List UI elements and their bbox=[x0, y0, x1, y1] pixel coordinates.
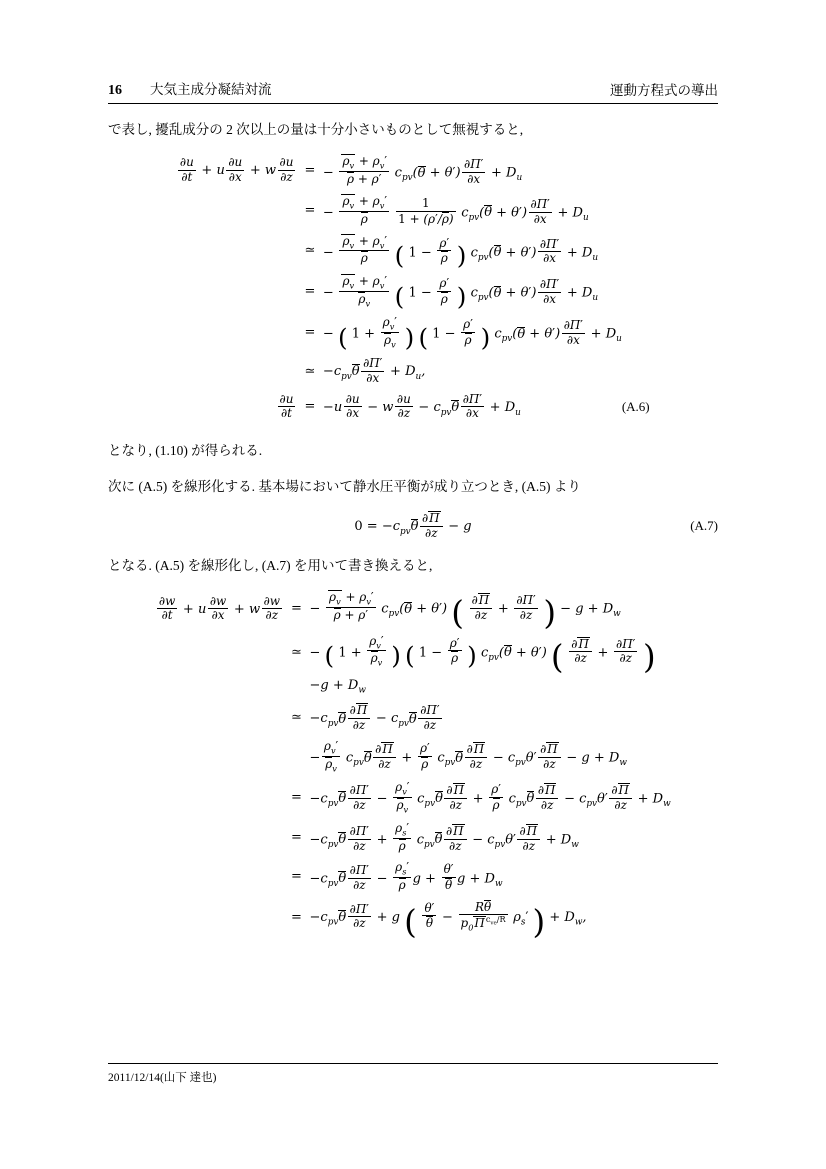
footer-date-author: 2011/12/14(山下 達也) bbox=[108, 1072, 217, 1084]
equation-w-alignment bbox=[155, 586, 670, 939]
page-content bbox=[108, 78, 718, 939]
equation-a6-alignment bbox=[176, 150, 649, 425]
equation-row: $\frac{\partial u}{\partial t}$ = −u $\frac{\partial u}{\partial x}$ − w $\frac{\partial u}{\partial z}$ − $c_{pv}\theta$ $\frac{\partial\Pi'}{\partial x}$ + $D_u$ (A.6) bbox=[176, 389, 649, 425]
equation-row: $-g + D_w$ bbox=[309, 677, 366, 696]
paragraph-4: となる. (A.5) を線形化し, (A.7) を用いて書き換えると, bbox=[108, 558, 433, 574]
equation-w-block bbox=[108, 586, 718, 939]
equation-row: ≃ − $\frac{\rho_v + \rho_v'}{\rho}$ ( 1 − $\frac{\rho'}{\rho}$ ) $c_{pv}(\theta + \theta')$ $\frac{\partial\Pi'}{\partial x}$ + $D_u$ bbox=[304, 233, 599, 271]
equation-row: $\frac{\partial u}{\partial t}$ + u $\frac{\partial u}{\partial x}$ + w $\frac{\partial u}{\partial z}$ = − $\frac{\rho_v + \rho_v'}{\rho + \rho'}$ $c_{pv}(\theta + \theta')$ $\frac{\partial\Pi'}{\partial x}$ + $D_u$ bbox=[179, 154, 523, 186]
equation-row: = − ( 1 + $\frac{\rho_v'}{\rho_v}$ ) ( 1 − $\frac{\rho'}{\rho}$ ) $c_{pv}(\theta + \theta')$ $\frac{\partial\Pi'}{\partial x}$ + $D_u$ bbox=[304, 315, 622, 352]
equation-a7: $0 = -c_{pv}\theta$ $\frac{\partial\Pi}{\partial z}$ − g bbox=[354, 511, 472, 540]
equation-row: = $-c_{pv}\theta$ $\frac{\partial\Pi'}{\partial z}$ − $\frac{\rho_s'}{\rho}$ g + $\frac{\theta'}{\theta}$ $g + D_w$ bbox=[291, 860, 503, 892]
equation-tag-a6: (A.6) bbox=[621, 398, 650, 414]
document-title: 大気主成分凝結対流 bbox=[150, 82, 272, 97]
paragraph-1: で表し, 擾乱成分の 2 次以上の量は十分小さいものとして無視すると, bbox=[108, 122, 524, 137]
equation-row: ≃ $-c_{pv}\theta$ $\frac{\partial\Pi}{\partial z}$ − $c_{pv}\theta$ $\frac{\partial\Pi'}{\partial z}$ bbox=[291, 703, 440, 732]
equation-row: = − $\frac{\rho_v + \rho_v'}{\rho_v}$ ( 1 − $\frac{\rho'}{\rho}$ ) $c_{pv}(\theta + \theta')$ $\frac{\partial\Pi'}{\partial x}$ + $D_u$ bbox=[304, 274, 599, 311]
paragraph-3: 次に (A.5) を線形化する. 基本場において静水圧平衡が成り立つとき, (A.5) より bbox=[108, 479, 581, 495]
equation-row: ≃ $-c_{pv}\theta$ $\frac{\partial\Pi'}{\partial x}$ + $D_u$, bbox=[304, 356, 426, 385]
equation-row: = $-c_{pv}\theta$ $\frac{\partial\Pi'}{\partial z}$ − $\frac{\rho_v'}{\rho_v}$ $c_{pv}\theta$ $\frac{\partial\Pi}{\partial z}$ + $\frac{\rho'}{\rho}$ $c_{pv}\theta$ $\frac{\partial\Pi}{\partial z}$ − $c_{pv}\theta'$ $\frac{\partial\Pi}{\partial z}$ + $D_w$ bbox=[291, 780, 671, 815]
equation-row: = $-c_{pv}\theta$ $\frac{\partial\Pi'}{\partial z}$ + $\frac{\rho_s'}{\rho}$ $c_{pv}\theta$ $\frac{\partial\Pi}{\partial z}$ − $c_{pv}\theta'$ $\frac{\partial\Pi}{\partial z}$ + $D_w$ bbox=[291, 821, 579, 853]
section-title: 運動方程式の導出 bbox=[610, 83, 718, 98]
equation-a6-block bbox=[108, 150, 718, 425]
equation-tag-a7: (A.7) bbox=[690, 517, 718, 533]
equation-row: ≃ − ( 1 + $\frac{\rho_v'}{\rho_v}$ ) ( 1 − $\frac{\rho'}{\rho}$ ) $c_{pv}(\theta + \theta')$ ( $\frac{\partial\Pi}{\partial z}$ + $\frac{\partial\Pi'}{\partial z}$ ) bbox=[291, 633, 656, 676]
page-number: 16 bbox=[108, 83, 122, 98]
equation-a7-block bbox=[108, 511, 718, 540]
equation-row: − $\frac{\rho_v'}{\rho_v}$ $c_{pv}\theta$ $\frac{\partial\Pi}{\partial z}$ + $\frac{\rho'}{\rho}$ $c_{pv}\theta$ $\frac{\partial\Pi}{\partial z}$ − $c_{pv}\theta'$ $\frac{\partial\Pi}{\partial z}$ − $g + D_w$ bbox=[309, 739, 627, 774]
header-left bbox=[108, 78, 272, 99]
equation-row: $\frac{\partial w}{\partial t}$ + u $\frac{\partial w}{\partial x}$ + w $\frac{\partial w}{\partial z}$ = − $\frac{\rho_v + \rho_v'}{\rho + \rho'}$ $c_{pv}(\theta + \theta')$ ( $\frac{\partial\Pi}{\partial z}$ + $\frac{\partial\Pi'}{\partial z}$ ) − $g + D_w$ bbox=[158, 590, 621, 633]
page-footer bbox=[108, 1063, 718, 1085]
equation-row: = $-c_{pv}\theta$ $\frac{\partial\Pi'}{\partial z}$ + g ( $\frac{\theta'}{\theta}$ − $\frac{R\theta}{p_0\Pi^{c_{ve}/R}}$ $\rho_s'$ ) + $D_w$, bbox=[291, 899, 587, 941]
page-header bbox=[108, 78, 718, 104]
paragraph-2: となり, (1.10) が得られる. bbox=[108, 442, 263, 458]
equation-row: = − $\frac{\rho_v + \rho_v'}{\rho}$ $\frac{1}{1 + (\rho'/\rho)}$ $c_{pv}(\theta + \theta')$ $\frac{\partial\Pi'}{\partial x}$ + $D_u$ bbox=[304, 194, 589, 226]
